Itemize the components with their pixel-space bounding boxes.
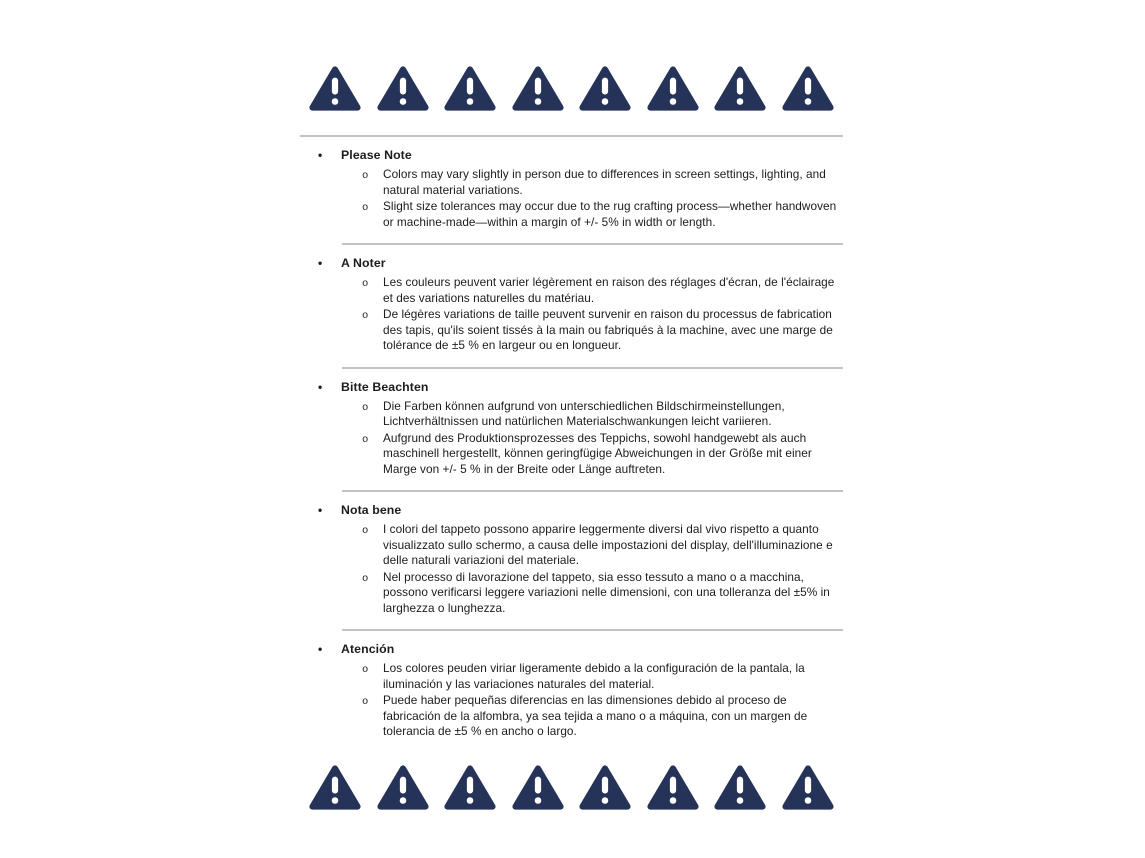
sub-bullet-marker: o: [362, 433, 369, 446]
section-heading-row: [300, 147, 843, 164]
note-section-italian: [300, 492, 843, 631]
warning-row-bottom: [300, 763, 843, 812]
sub-bullet-marker: o: [362, 202, 369, 214]
section-heading-row: [300, 641, 843, 658]
note-text: De légères variations de taille peuvent survenir en raison du processus de fabrication des tapis, qu'ils soient tissés à la main ou fabriqués à la machine, avec une marge de tolérance de ±5 % en largeur ou en longueur.: [383, 307, 833, 352]
section-heading: Please Note: [341, 148, 412, 162]
warning-triangle-icon: [579, 763, 631, 812]
section-heading: Atención: [341, 642, 395, 656]
bullet-marker: •: [318, 642, 323, 656]
sub-bullet-marker: o: [362, 310, 369, 322]
note-text: Nel processo di lavorazione del tappeto, sia esso tessuto a mano o a macchina, possono verificarsi leggere variazioni nelle dimensioni, con una tolleranza del ±5% in larghezza o lunghezza.: [383, 569, 830, 615]
note-section-spanish: [300, 631, 843, 740]
sub-bullet-marker: o: [362, 525, 369, 537]
note-item: [300, 399, 843, 430]
note-item: [300, 570, 843, 617]
section-heading: A Noter: [341, 256, 386, 270]
warning-triangle-icon: [579, 64, 631, 113]
note-section-english: [300, 137, 843, 245]
section-heading-row: [300, 502, 843, 519]
document-content: [300, 0, 843, 812]
bullet-marker: •: [318, 256, 323, 270]
section-heading-row: [300, 255, 843, 272]
note-text: Los colores peuden viriar ligeramente debido a la configuración de la pantala, la iluminación y las variaciones naturales del material.: [383, 661, 805, 691]
note-item: [300, 275, 843, 306]
warning-triangle-icon: [512, 64, 564, 113]
sub-bullet-marker: o: [362, 401, 369, 414]
warning-triangle-icon: [444, 763, 496, 812]
warning-triangle-icon: [444, 64, 496, 113]
note-text: Aufgrund des Produktionsprozesses des Teppichs, sowohl handgewebt als auch maschinell hergestellt, können geringfügige Abweichungen in der Größe mit einer Marge von +/- 5 % in der Breite oder Länge auftreten.: [383, 430, 812, 476]
warning-triangle-icon: [647, 763, 699, 812]
note-item: [300, 431, 843, 478]
sub-bullet-marker: o: [362, 278, 369, 290]
note-section-german: [300, 369, 843, 493]
bullet-marker: •: [318, 379, 323, 394]
warning-triangle-icon: [647, 64, 699, 113]
warning-triangle-icon: [309, 763, 361, 812]
note-text: Die Farben können aufgrund von unterschiedlichen Bildschirmeinstellungen, Lichtverhältnissen und natürlichen Materialschwankungen leicht variieren.: [383, 398, 785, 428]
sub-bullet-marker: o: [362, 170, 369, 182]
note-text: I colori del tappeto possono apparire leggermente diversi dal vivo rispetto a quanto visualizzato sullo schermo, a causa delle impostazioni del display, dell'illuminazione e delle naturali variazioni del materiale.: [383, 522, 833, 567]
warning-triangle-icon: [782, 64, 834, 113]
note-item: [300, 167, 843, 198]
bullet-marker: •: [318, 148, 323, 162]
note-item: [300, 661, 843, 692]
warning-triangle-icon: [714, 763, 766, 812]
warning-triangle-icon: [714, 64, 766, 113]
note-item: [300, 307, 843, 354]
warning-row-top: [300, 64, 843, 113]
sub-bullet-marker: o: [362, 572, 369, 585]
note-text: Puede haber pequeñas diferencias en las dimensiones debido al proceso de fabricación de la alfombra, ya sea tejida a mano o a máquina, con un margen de tolerancia de ±5 % en ancho o largo.: [383, 693, 808, 738]
section-heading: Nota bene: [341, 503, 402, 517]
note-text: Les couleurs peuvent varier légèrement en raison des réglages d'écran, de l'éclairage et des variations naturelles du matériau.: [383, 275, 835, 305]
sub-bullet-marker: o: [362, 664, 369, 676]
warning-triangle-icon: [512, 763, 564, 812]
warning-triangle-icon: [377, 763, 429, 812]
note-item: [300, 693, 843, 740]
section-heading-row: [300, 379, 843, 396]
note-item: [300, 522, 843, 569]
warning-triangle-icon: [377, 64, 429, 113]
note-section-french: [300, 245, 843, 369]
warning-triangle-icon: [782, 763, 834, 812]
sub-bullet-marker: o: [362, 696, 369, 708]
note-text: Slight size tolerances may occur due to the rug crafting process—whether handwoven or machine-made—within a margin of +/- 5% in width or length.: [383, 199, 837, 229]
section-heading: Bitte Beachten: [341, 379, 429, 394]
warning-triangle-icon: [309, 64, 361, 113]
note-text: Colors may vary slightly in person due to differences in screen settings, lighting, and natural material variations.: [383, 167, 826, 197]
bullet-marker: •: [318, 503, 323, 517]
note-item: [300, 199, 843, 230]
